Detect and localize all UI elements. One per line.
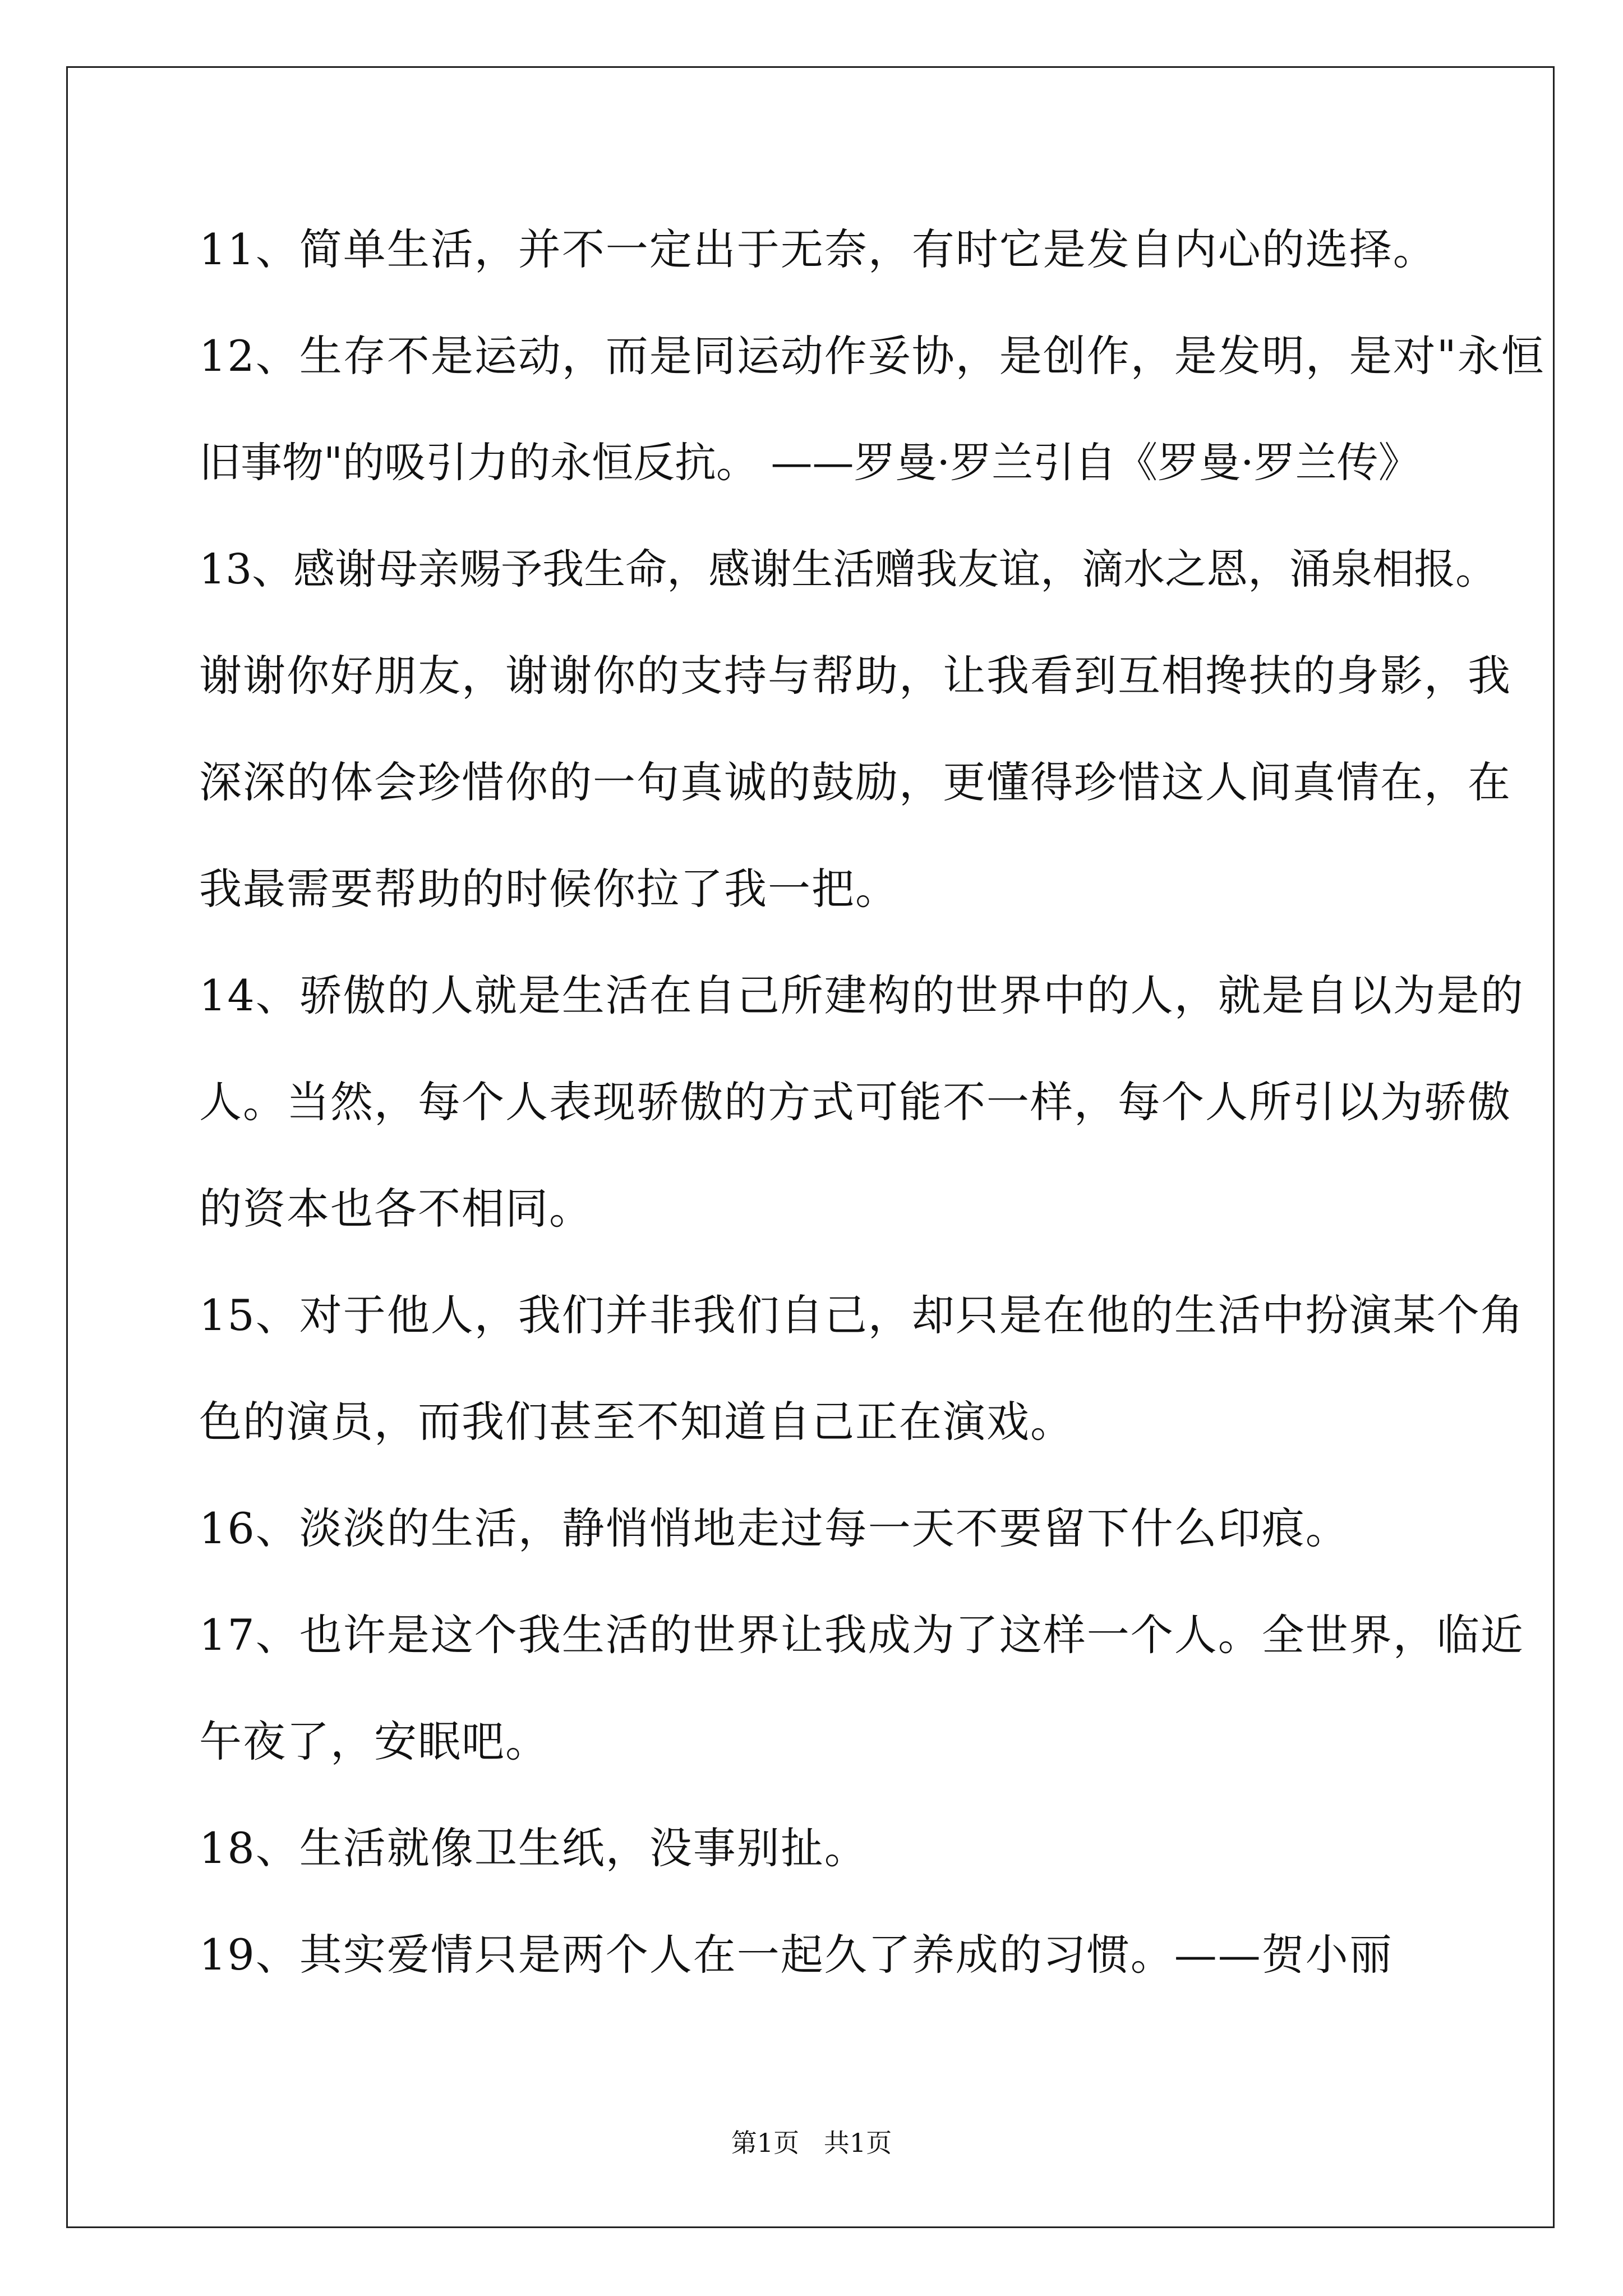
page-footer: 第1页 共1页 (731, 2128, 892, 2158)
text-line: 14、骄傲的人就是生活在自己所建构的世界中的人，就是自以为是的 (199, 970, 1524, 1020)
text-line: 午夜了，安眠吧。 (199, 1717, 549, 1766)
document-body (199, 216, 1545, 2028)
text-line: 12、生存不是运动，而是同运动作妥协，是创作，是发明，是对"永恒 (199, 331, 1545, 381)
text-line: 的资本也各不相同。 (199, 1184, 593, 1234)
text-line: 深深的体会珍惜你的一句真诚的鼓励，更懂得珍惜这人间真情在，在 (199, 757, 1511, 807)
text-line: 我最需要帮助的时候你拉了我一把。 (199, 864, 899, 914)
text-line: 13、感谢母亲赐予我生命，感谢生活赠我友谊，滴水之恩，涌泉相报。 (199, 545, 1497, 593)
text-line: 19、其实爱情只是两个人在一起久了养成的习惯。——贺小丽 (199, 1930, 1393, 1980)
text-line: 谢谢你好朋友，谢谢你的支持与帮助，让我看到互相搀扶的身影，我 (199, 651, 1511, 701)
text-line: 旧事物"的吸引力的永恒反抗。 ——罗曼·罗兰引自《罗曼·罗兰传》 (199, 439, 1420, 487)
text-line: 11、简单生活，并不一定出于无奈，有时它是发自内心的选择。 (199, 224, 1437, 274)
text-line: 色的演员，而我们甚至不知道自己正在演戏。 (199, 1397, 1074, 1447)
text-line: 16、淡淡的生活，静悄悄地走过每一天不要留下什么印痕。 (199, 1503, 1349, 1553)
text-line: 17、也许是这个我生活的世界让我成为了这样一个人。全世界，临近 (199, 1610, 1524, 1660)
text-line: 15、对于他人，我们并非我们自己，却只是在他的生活中扮演某个角 (199, 1290, 1524, 1340)
text-line: 人。当然，每个人表现骄傲的方式可能不一样，每个人所引以为骄傲 (199, 1077, 1511, 1127)
text-line: 18、生活就像卫生纸，没事别扯。 (199, 1823, 868, 1873)
